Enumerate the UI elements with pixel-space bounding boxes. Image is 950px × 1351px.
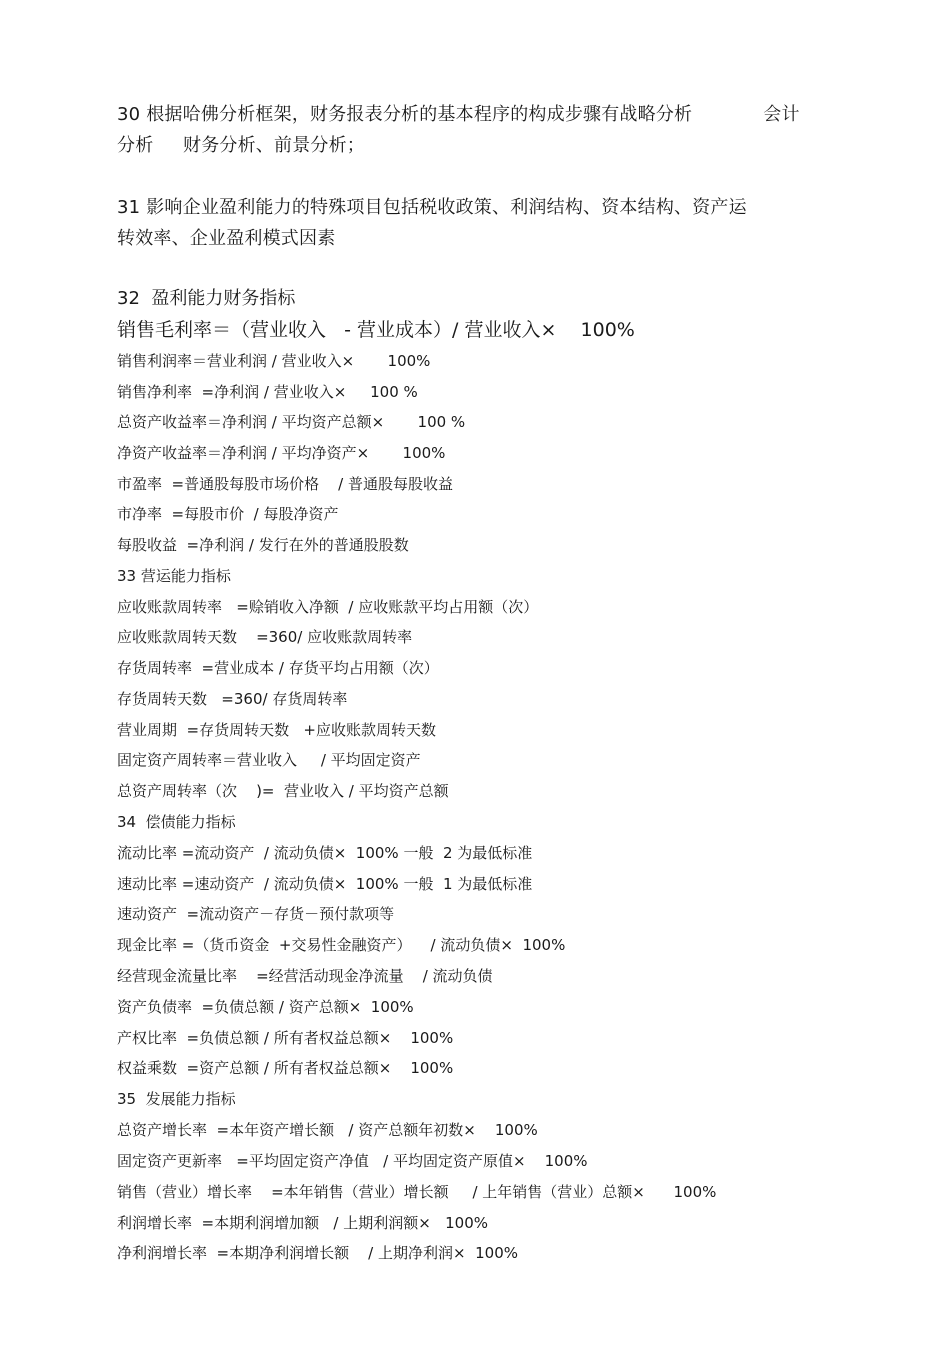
formula-line: 速动比率 =速动资产 / 流动负债× 100% 一般 1 为最低标准 [117,875,533,893]
formula-line: 市盈率 =普通股每股市场价格 / 普通股每股收益 [117,475,454,493]
formula-line: 总资产收益率＝净利润 / 平均资产总额× 100 % [117,413,466,431]
formula-line: 应收账款周转率 =赊销收入净额 / 应收账款平均占用额（次） [117,598,539,616]
formula-line: 净利润增长率 =本期净利润增长额 / 上期净利润× 100% [117,1244,518,1262]
formula-line: 固定资产周转率＝营业收入 / 平均固定资产 [117,751,421,769]
formula-line: 销售利润率＝营业利润 / 营业收入× 100% [117,352,431,370]
formula-line: 流动比率 =流动资产 / 流动负债× 100% 一般 2 为最低标准 [117,844,533,862]
formula-line: 固定资产更新率 =平均固定资产净值 / 平均固定资产原值× 100% [117,1152,588,1170]
formula-line: 权益乘数 =资产总额 / 所有者权益总额× 100% [117,1059,454,1077]
formula-line: 利润增长率 =本期利润增加额 / 上期利润额× 100% [117,1214,488,1232]
formula-line: 产权比率 =负债总额 / 所有者权益总额× 100% [117,1029,454,1047]
formula-line: 存货周转率 =营业成本 / 存货平均占用额（次） [117,659,439,677]
formula-line: 现金比率 =（货币资金 +交易性金融资产） / 流动负债× 100% [117,936,566,954]
formula-line: 应收账款周转天数 =360/ 应收账款周转率 [117,628,413,646]
formula-line: 销售净利率 =净利润 / 营业收入× 100 % [117,383,418,401]
section-33-heading: 33 营运能力指标 [117,567,231,585]
section-35-heading: 35 发展能力指标 [117,1090,236,1108]
paragraph-31: 31 影响企业盈利能力的特殊项目包括税收政策、利润结构、资本结构、资产运 转效率、企业盈利模式因素 [117,197,747,249]
formula-line: 速动资产 =流动资产－存货－预付款项等 [117,905,395,923]
formula-line: 资产负债率 =负债总额 / 资产总额× 100% [117,998,414,1016]
formula-line: 市净率 =每股市价 / 每股净资产 [117,505,339,523]
formula-line: 总资产增长率 =本年资产增长额 / 资产总额年初数× 100% [117,1121,538,1139]
formula-line: 净资产收益率＝净利润 / 平均净资产× 100% [117,444,446,462]
formula-line: 销售（营业）增长率 =本年销售（营业）增长额 / 上年销售（营业）总额× 100% [117,1183,717,1201]
gross-margin-formula: 销售毛利率＝（营业收入 - 营业成本）/ 营业收入× 100% [117,319,635,341]
paragraph-30: 30 根据哈佛分析框架，财务报表分析的基本程序的构成步骤有战略分析 会计 分析 财务分析、前景分析； [117,104,800,156]
formula-line: 经营现金流量比率 =经营活动现金净流量 / 流动负债 [117,967,493,985]
formula-line: 存货周转天数 =360/ 存货周转率 [117,690,348,708]
section-32-heading: 32 盈利能力财务指标 [117,288,296,309]
formula-line: 总资产周转率（次 )= 营业收入 / 平均资产总额 [117,782,449,800]
formula-line: 每股收益 =净利润 / 发行在外的普通股股数 [117,536,409,554]
section-34-heading: 34 偿债能力指标 [117,813,236,831]
formula-line: 营业周期 =存货周转天数 +应收账款周转天数 [117,721,436,739]
